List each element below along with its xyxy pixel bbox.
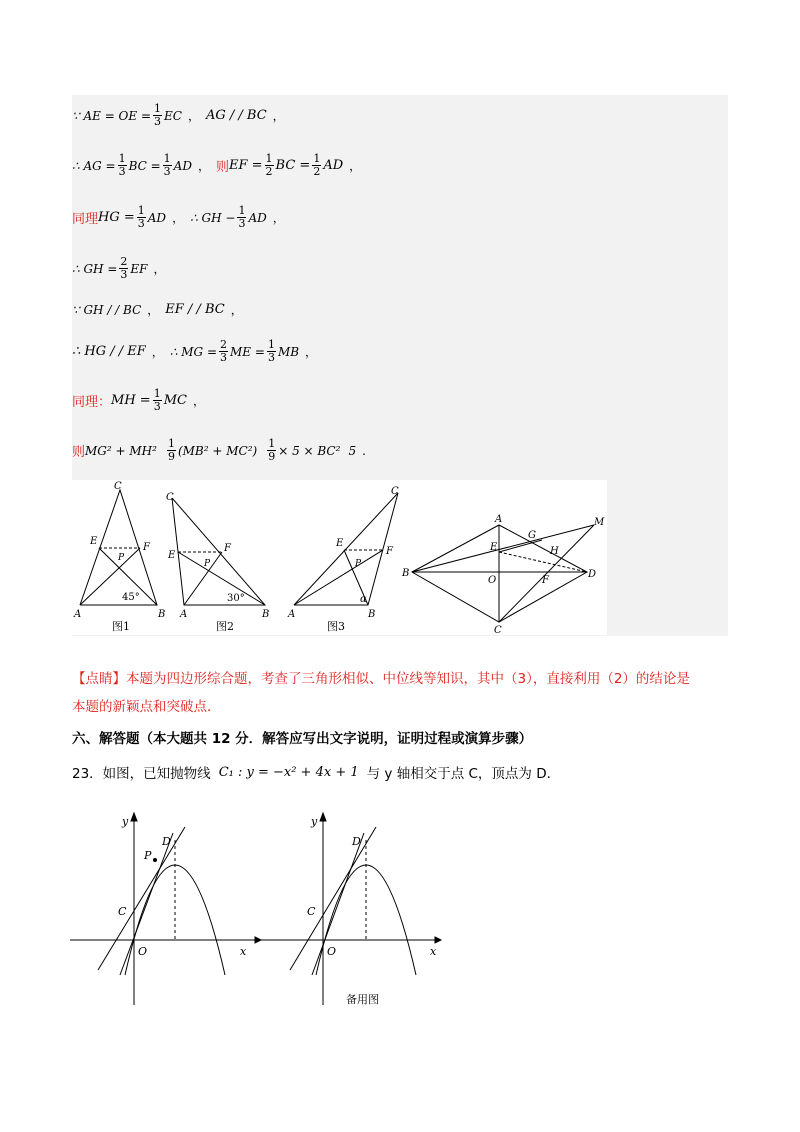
solution-line-3: 同理 HG = $\frac{1}{3}$ AD ， ∴ GH − $\frac{1}{3}$ AD ， <box>72 204 285 230</box>
math-text: ∴ GH − <box>190 210 236 225</box>
angle-label: 30° <box>227 593 245 604</box>
figure-caption: 图3 <box>327 620 345 633</box>
backup-figure-caption: 备用图 <box>346 993 379 1006</box>
solution-line-6: ∴ HG / / EF ， ∴ MG = $\frac{2}{3}$ ME = $\frac{1}{3}$ MB ， <box>72 338 318 364</box>
label-p: P <box>118 553 125 563</box>
parabola-formula: C₁ : y = −x² + 4x + 1 <box>218 764 359 780</box>
same-reason-label: 同理 <box>72 212 99 227</box>
then-label: 则 <box>215 160 229 175</box>
section-title: 六、解答题（本大题共 12 分．解答应写出文字说明，证明过程或演算步骤） <box>72 731 533 747</box>
label-b: B <box>262 609 270 620</box>
label-a: A <box>180 609 188 620</box>
label-b: B <box>402 568 410 579</box>
angle-label: α <box>360 594 367 605</box>
problem-number: 23．如图，已知抛物线 <box>72 766 211 782</box>
fraction: $\frac{1}{9}$ <box>167 437 175 463</box>
label-f: F <box>143 542 150 553</box>
solution-line-8: 则 MG² + MH² $\frac{1}{9}$ (MB² + MC²) $\frac{1}{9}$ × 5 × BC² 5 . <box>72 437 366 463</box>
fraction: $\frac{1}{3}$ <box>238 204 246 230</box>
label-f: F <box>542 575 549 586</box>
origin-label: O <box>138 945 148 958</box>
math-text: AD <box>147 210 167 225</box>
label-f: F <box>224 543 231 554</box>
solution-line-5: ∵ GH / / BC ， EF / / BC ， <box>72 302 243 317</box>
point-p-label: P <box>144 849 152 862</box>
figure-caption: 图1 <box>112 620 130 633</box>
math-text: ME = <box>230 344 265 359</box>
solution-line-1: ∵ AE = OE = $\frac{1}{3}$ EC ， AG / / BC ， <box>72 102 285 128</box>
label-d: D <box>588 569 597 580</box>
comment-line-1: 【点睛】本题为四边形综合题，考查了三角形相似、中位线等知识，其中（3），直接利用（2）的结论是 <box>72 671 690 687</box>
then-label: 则 <box>72 445 86 460</box>
math-text: ∴ MG = <box>169 344 218 359</box>
label-a: A <box>495 514 503 525</box>
math-text: MH = <box>111 393 151 408</box>
math-text: AD <box>173 158 192 173</box>
math-text: ∴ AG = <box>72 158 116 173</box>
label-c: C <box>391 486 399 497</box>
math-text: ∴ HG / / EF <box>72 344 146 359</box>
y-axis-label: y <box>311 815 318 828</box>
fraction: $\frac{1}{3}$ <box>153 387 161 413</box>
fraction: $\frac{1}{2}$ <box>265 152 273 178</box>
label-o: O <box>488 575 497 586</box>
fraction: $\frac{1}{9}$ <box>268 437 276 463</box>
math-text: BC = <box>128 158 161 173</box>
math-text: MG² + MH² <box>85 443 157 458</box>
math-text: ∵ AE = OE = <box>72 108 152 123</box>
label-m: M <box>594 517 605 528</box>
math-text: ∴ GH = <box>72 261 118 276</box>
same-reason-label: 同理： <box>72 395 112 410</box>
parabola-graphs <box>60 805 460 1015</box>
point-c-label: C <box>118 905 127 918</box>
math-text: EF / / BC <box>165 302 225 317</box>
math-text: EC <box>164 108 182 123</box>
solution-line-2: ∴ AG = $\frac{1}{3}$ BC = $\frac{1}{3}$ AD ， 则 EF = $\frac{1}{2}$ BC = $\frac{1}{2}$ AD ， <box>72 152 362 178</box>
fraction: $\frac{2}{3}$ <box>220 338 228 364</box>
label-e: E <box>490 542 498 553</box>
math-text: HG = <box>98 210 135 225</box>
label-h: H <box>550 546 559 557</box>
angle-label: 45° <box>122 592 140 603</box>
fraction: $\frac{1}{3}$ <box>267 338 275 364</box>
point-d-label: D <box>162 835 171 848</box>
label-f: F <box>386 546 393 557</box>
math-text: AG / / BC <box>206 108 267 123</box>
point-d-label: D <box>352 835 361 848</box>
math-text: AD <box>323 158 344 173</box>
problem-23 <box>72 762 560 782</box>
math-text: (MB² + MC²) <box>177 443 258 458</box>
fraction: $\frac{1}{3}$ <box>137 204 145 230</box>
label-e: E <box>168 550 176 561</box>
label-e: E <box>336 538 344 549</box>
geometry-figures <box>72 480 607 635</box>
math-text: MB <box>277 344 300 359</box>
math-text: AD <box>248 210 267 225</box>
y-axis-label: y <box>122 815 129 828</box>
label-c: C <box>114 481 122 492</box>
origin-label: O <box>327 945 337 958</box>
label-b: B <box>368 609 376 620</box>
fraction: $\frac{2}{3}$ <box>120 255 128 281</box>
label-p: P <box>355 559 362 569</box>
figure-caption: 图2 <box>216 620 234 633</box>
label-e: E <box>90 536 98 547</box>
point-p <box>153 858 157 862</box>
label-a: A <box>288 609 296 620</box>
math-text: EF <box>130 261 148 276</box>
fraction: $\frac{1}{3}$ <box>163 152 171 178</box>
x-axis-label: x <box>240 945 247 958</box>
fraction: $\frac{1}{3}$ <box>154 102 162 128</box>
math-text: BC = <box>275 158 311 173</box>
math-text: × 5 × BC² <box>278 443 341 458</box>
fraction: $\frac{1}{2}$ <box>313 152 321 178</box>
label-g: G <box>528 530 536 541</box>
label-p: P <box>204 559 211 569</box>
x-axis-label: x <box>430 945 437 958</box>
math-text: 5 <box>348 443 357 458</box>
solution-line-4: ∴ GH = $\frac{2}{3}$ EF ， <box>72 255 166 281</box>
label-a: A <box>74 609 82 620</box>
geometry-figures-svg <box>72 480 607 635</box>
label-c: C <box>494 625 502 635</box>
comment-line-2: 本题的新颖点和突破点． <box>72 699 221 715</box>
math-text: MC <box>163 393 187 408</box>
parabola-graphs-svg <box>60 805 460 1015</box>
math-text: ∵ GH / / BC <box>72 302 142 317</box>
point-c-label: C <box>307 905 316 918</box>
solution-line-7: 同理： MH = $\frac{1}{3}$ MC ， <box>72 387 205 413</box>
label-c: C <box>166 492 174 503</box>
fraction: $\frac{1}{3}$ <box>118 152 126 178</box>
math-text: EF = <box>229 158 263 173</box>
label-b: B <box>158 609 166 620</box>
problem-text: 与 y 轴相交于点 C，顶点为 D． <box>366 766 561 782</box>
